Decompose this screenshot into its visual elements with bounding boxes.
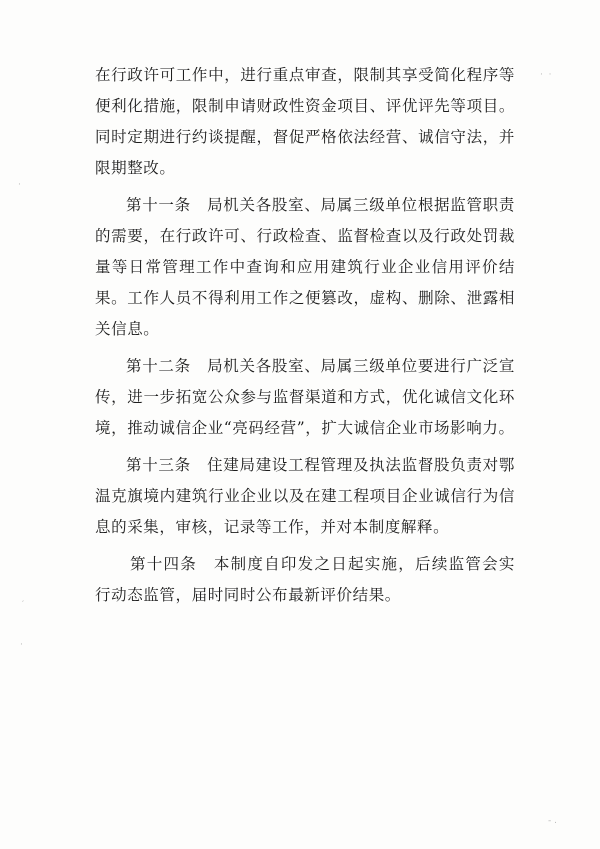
scan-speck: ′ <box>22 600 25 610</box>
article-13: 第十三条 住建局建设工程管理及执法监督股负责对鄂温克旗境内建筑行业企业以及在建工程项目企业诚信行为信息的采集，审核，记录等工作，并对本制度解释。 <box>95 456 515 536</box>
scan-speck: - . <box>548 816 557 826</box>
paragraph-continuation: 在行政许可工作中，进行重点审查，限制其享受简化程序等便利化措施，限制申请财政性资金项目、评优评先等项目。同时定期进行约谈提醒，督促严格依法经营、诚信守法，并限期整改。 <box>95 66 515 177</box>
article-12: 第十二条 局机关各股室、局属三级单位要进行广泛宣传，进一步拓宽公众参与监督渠道和方式，优化诚信文化环境，推动诚信企业“亮码经营”，扩大诚信企业市场影响力。 <box>95 357 515 437</box>
scan-speck: · <box>18 180 21 190</box>
scan-speck: · · <box>540 70 552 80</box>
article-11: 第十一条 局机关各股室、局属三级单位根据监管职责的需要，在行政许可、行政检查、监督检查以及行政处罚裁量等日常管理工作中查询和应用建筑行业企业信用评价结果。工作人员不得利用工作之便篡改，虚构、删除、泄露相关信息。 <box>95 196 515 338</box>
document-body <box>95 60 515 617</box>
article-14: 第十四条 本制度自印发之日起实施，后续监管会实行动态监管，届时同时公布最新评价结果。 <box>95 555 515 604</box>
scan-speck: · <box>20 640 23 650</box>
